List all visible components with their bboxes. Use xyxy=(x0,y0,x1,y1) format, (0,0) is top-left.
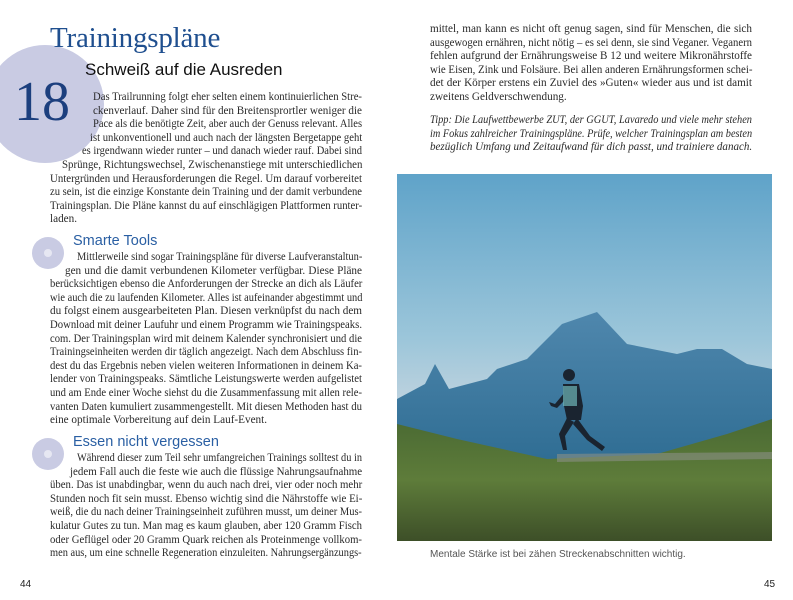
text-line: det der Körper erstens ein Zuviel des »Guten« wieder aus und ist damit xyxy=(430,77,752,90)
page-number-right: 45 xyxy=(764,579,776,590)
text-line: und am Ende einer Woche siehst du die Zusammenfassung mit allen rele- xyxy=(50,387,362,399)
section-heading: Smarte Tools xyxy=(73,233,158,249)
text-line: fehlen aufgrund der Ernährungsweise B 12 und weitere Mikronährstoffe xyxy=(430,50,752,63)
text-line: Sprünge, Richtungswechsel, Zwischenanstiege mit unterschiedlichen xyxy=(62,159,363,171)
text-line: Pace als die benötigte Zeit, aber auch der Genuss relevant. Alles xyxy=(93,118,363,131)
text-line: im Fokus zahlreicher Trainingspläne. Prüfe, welcher Trainingsplan am besten xyxy=(430,127,753,140)
chapter-subtitle: Schweiß auf die Ausreden xyxy=(85,60,283,79)
text-line: laden. xyxy=(50,213,78,226)
text-line: ckenverlauf. Daher sind für den Breitensprortler weniger die xyxy=(93,104,362,117)
text-line: zweitens Geldverschwendung. xyxy=(430,91,567,103)
bullet-dot xyxy=(44,450,52,458)
text-line: Untergründen und Herausforderungen die Regel. Um darauf vorbereitet xyxy=(50,172,363,185)
text-line: weiß, die du nach deiner Trainingseinheit zuführen musst, um deiner Mus- xyxy=(50,506,362,519)
text-line: vanten Daten kumuliert zusammengestellt. Mit diesen Methoden hast du xyxy=(50,400,362,413)
text-line: men aus, um eine schnelle Regeneration einzuleiten. Nahrungsergänzungs- xyxy=(50,547,362,560)
text-line: eine optimale Vorbereitung auf dein Lauf-Event. xyxy=(50,414,268,427)
text-line: mittel, man kann es nicht oft genug sagen, sind für Menschen, die sich xyxy=(430,23,752,35)
text-line: Das Trailrunning folgt eher selten einem kontinuierlichen Stre- xyxy=(93,91,362,103)
text-line: Stunden noch fit sein musst. Ebenso wichtig sind die Nährstoffe wie Ei- xyxy=(50,492,363,505)
text-line: Download mit deiner Laufuhr und einem Programm wie Trainingspeaks. xyxy=(50,319,362,331)
text-line: lender von Trainingspeaks. Sämtliche Leistungswerte werden aufgelistet xyxy=(50,373,362,386)
text-line: wie Eisen, Zink und Folsäure. Bei allen anderen Ernährungsformen schei- xyxy=(430,63,753,76)
text-line: berücksichtigen ebenso die Anforderungen der Strecke an dich als Läufer xyxy=(50,278,363,291)
chapter-number: 18 xyxy=(14,71,70,133)
text-line: kulatur Gutes zu tun. Man mag es kaum glauben, aber 120 Gramm Fisch xyxy=(50,520,362,532)
text-line: dest du das Ergebnis neben vielen weiteren Informationen in deinem Ka- xyxy=(50,359,362,372)
runner-shirt xyxy=(563,386,577,406)
text-line: Trainingseinheiten werden dir täglich angezeigt. Nach dem Abschluss fin- xyxy=(50,346,362,359)
text-line: zu sein, ist die einzige Konstante dein Training und der damit verbundene xyxy=(50,186,362,199)
page-title: Trainingspläne xyxy=(50,22,221,54)
section-heading: Essen nicht vergessen xyxy=(73,434,219,450)
text-line: wie auch die zu laufenden Kilometer. Alles ist aufeinander abgestimmt und xyxy=(50,291,363,304)
text-line: ausgewogen ernähren, nicht nötig – es sei denn, sie sind Veganer. Veganern xyxy=(430,36,752,49)
text-line: ist unkonventionell und auch nach der längsten Bergetappe geht xyxy=(90,131,363,144)
photo-caption: Mentale Stärke ist bei zähen Streckenabschnitten wichtig. xyxy=(430,549,686,560)
bullet-dot xyxy=(44,249,52,257)
text-line: com. Der Trainingsplan wird mit deinem Kalender synchronisiert und die xyxy=(50,332,362,345)
text-line: oder Geflügel oder 20 Gramm Quark reichen als Proteinmenge vollkom- xyxy=(50,533,362,546)
text-line: bezüglich Umfang und Zeitaufwand für dich passt, und trainiere danach. xyxy=(430,141,753,154)
text-line: gen und die damit verbundenen Kilometer verfügbar. Diese Pläne xyxy=(65,264,362,277)
text-line: Trainingsplan. Die Pläne kannst du auf einschlägigen Plattformen runter- xyxy=(50,199,363,212)
text-line: Tipp: Die Laufwettbewerbe ZUT, der GGUT, Lavaredo und viele mehr stehen xyxy=(430,114,752,126)
text-line: jedem Fall auch die feste wie auch die flüssige Nahrungsaufnahme xyxy=(70,465,363,478)
text-line: es irgendwann wieder runter – und danach wieder rauf. Dabei sind xyxy=(82,145,362,158)
text-line: üben. Das ist unabdingbar, wenn du auch nach drei, vier oder noch mehr xyxy=(50,479,363,492)
text-line: du folgst einem ausgearbeiteten Plan. Diesen verknüpfst du nach dem xyxy=(50,305,362,318)
text-line: Mittlerweile sind sogar Trainingspläne für diverse Laufveranstaltun- xyxy=(77,251,363,263)
text-line: Während dieser zum Teil sehr umfangreichen Trainings solltest du in xyxy=(77,452,362,464)
trail-runner-photo xyxy=(397,174,772,541)
page-number-left: 44 xyxy=(20,579,32,590)
